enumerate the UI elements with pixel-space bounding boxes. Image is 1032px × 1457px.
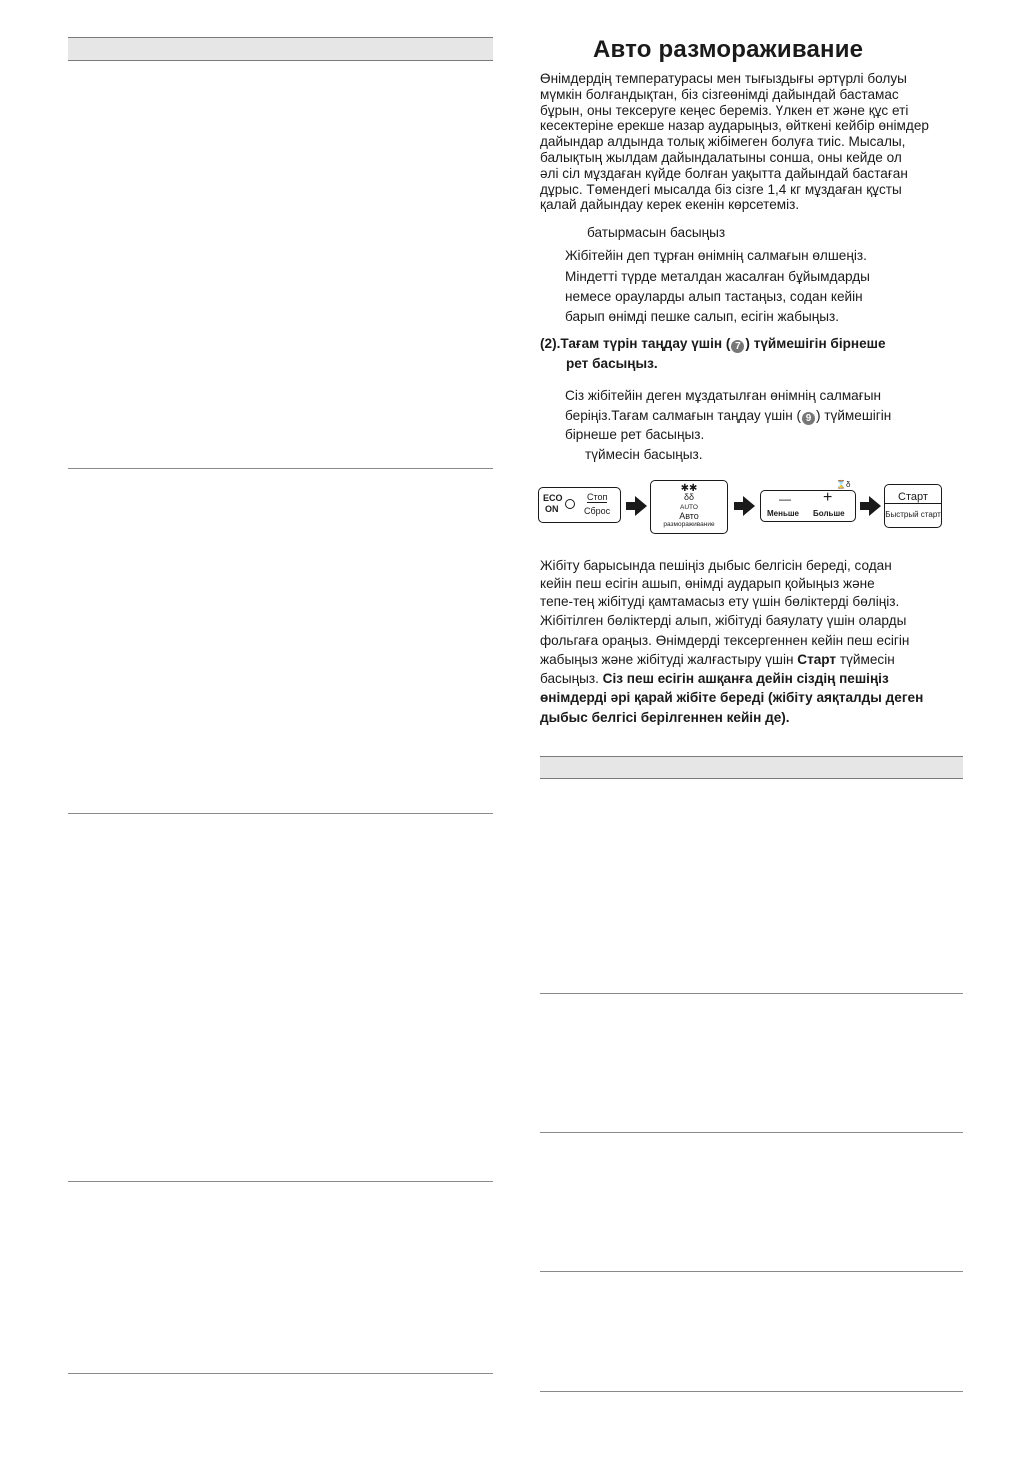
body-line: фольгаға ораңыз. Өнімдерді тексергеннен кейін пеш есігін xyxy=(540,633,910,648)
intro-line: балықтың жылдам дайындалатыны сонша, оны кейде ол xyxy=(540,149,902,165)
step3-line: түймесін басыңыз. xyxy=(585,447,703,462)
right-divider-3 xyxy=(540,1271,963,1272)
body-text: түймесін xyxy=(836,652,895,667)
step2-heading-cont: рет басыңыз. xyxy=(566,356,658,371)
intro-line: кесектеріне ерекше назар аударыңыз, өйткені кейбір өнімдер xyxy=(540,118,929,134)
intro-line: бұрын, оны тексеруге кеңес береміз. Үлкен ет және құс еті xyxy=(540,102,909,118)
right-divider-1 xyxy=(540,993,963,994)
eco-icon xyxy=(565,499,575,509)
step1-line: Жібітейін деп тұрған өнімнің салмағын өлшеңіз. xyxy=(565,248,867,263)
page-title: Авто размораживание xyxy=(593,36,864,63)
step1-line: Міндетті түрде металдан жасалған бұйымдарды xyxy=(565,269,870,284)
plus-icon: + xyxy=(823,489,833,506)
left-divider-4 xyxy=(68,1373,493,1374)
snowflake-icon: ✱✱ xyxy=(680,483,698,494)
body-text-bold: Сіз пеш есігін ашқанға дейін сіздің пешіңіз xyxy=(602,671,889,686)
step3-line: Сіз жібітейін деген мұздатылған өнімнің салмағын xyxy=(565,388,881,403)
step2-text-post: ) түймешігін бірнеше xyxy=(745,336,886,351)
droplet-icon: δδ xyxy=(683,492,695,502)
step2-text-pre: (2).Тағам түрін таңдау үшін ( xyxy=(540,336,731,351)
body-line: өнімдерді әрі қарай жібіте береді (жібіту аяқталды деген xyxy=(540,690,924,705)
body-line xyxy=(540,652,895,668)
step3-line xyxy=(565,408,891,425)
right-divider-2 xyxy=(540,1132,963,1133)
intro-line: қалай дайындау керек екенін көрсетеміз. xyxy=(540,197,800,213)
key-number-badge: 7 xyxy=(731,340,744,353)
step3-line: бірнеше рет басыңыз. xyxy=(565,427,705,442)
body-text: жабыңыз және жібітуді жалғастыру үшін xyxy=(540,652,798,667)
minus-icon: — xyxy=(779,492,791,506)
step2-heading xyxy=(540,336,886,353)
intro-line: әлі сіл мұздаған күйде болған уақытта дайындай бастаған xyxy=(540,165,908,181)
more-label: Больше xyxy=(813,509,845,518)
step3-text-post: ) түймешігін xyxy=(816,408,892,423)
start-label: Старт xyxy=(885,491,941,504)
intro-paragraph xyxy=(540,71,929,213)
body-line: тепе-тең жібітуді қамтамасыз ету үшін бөліктерді бөліңіз. xyxy=(540,594,900,609)
step1-line: барып өнімді пешке салып, есігін жабыңыз. xyxy=(565,309,840,324)
less-label: Меньше xyxy=(767,509,799,518)
intro-line: дұрыс. Төмендегі мысалда біз сізге 1,4 кг мұздаған құсты xyxy=(540,181,902,197)
step3-text-pre: беріңіз.Тағам салмағын таңдау үшін ( xyxy=(565,408,801,423)
body-line: Жібітілген бөліктерді алып, жібітуді баяулату үшін оларды xyxy=(540,613,907,628)
stop-label: Стоп xyxy=(587,492,608,502)
body-text-bold: Старт xyxy=(797,652,837,667)
body-line: дыбыс белгісі берілгеннен кейін де). xyxy=(540,710,790,725)
body-line: Жібіту барысында пешіңіз дыбыс белгісін береді, содан xyxy=(540,558,892,573)
reset-label: Сброс xyxy=(584,506,611,516)
defrost-label: размораживание xyxy=(663,521,715,528)
on-label: ON xyxy=(545,504,559,514)
left-section-header-bar xyxy=(68,37,493,61)
body-line: кейін пеш есігін ашып, өнімді аударып қойыңыз және xyxy=(540,576,875,591)
auto-ru-label: Авто xyxy=(679,511,699,521)
auto-label: AUTO xyxy=(680,504,698,511)
left-divider-3 xyxy=(68,1181,493,1182)
auto-defrost-key xyxy=(650,480,728,534)
right-section-header-bar xyxy=(540,756,963,779)
body-text: басыңыз. xyxy=(540,671,603,686)
right-divider-4 xyxy=(540,1391,963,1392)
step1-line: немесе орауларды алып тастаңыз, содан кейін xyxy=(565,289,863,304)
left-divider-1 xyxy=(68,468,493,469)
timer-icon: ⌛δ xyxy=(836,480,851,489)
intro-line: дайындар алдында толық жібімеген болуға тиіс. Мысалы, xyxy=(540,134,906,150)
quick-start-label: Быстрый старт xyxy=(885,510,941,519)
start-key xyxy=(884,484,942,528)
intro-line: мүмкін болғандықтан, біз сізгеөнімді дайындай бастамас xyxy=(540,86,899,102)
less-more-key xyxy=(760,490,856,522)
body-line xyxy=(540,671,889,687)
key-number-badge: 9 xyxy=(802,412,815,425)
step1-line: батырмасын басыңыз xyxy=(587,225,726,240)
eco-label: ECO xyxy=(543,493,563,503)
left-divider-2 xyxy=(68,813,493,814)
intro-line: Өнімдердің температурасы мен тығыздығы әртүрлі болуы xyxy=(540,71,907,86)
eco-stop-key xyxy=(538,487,621,523)
